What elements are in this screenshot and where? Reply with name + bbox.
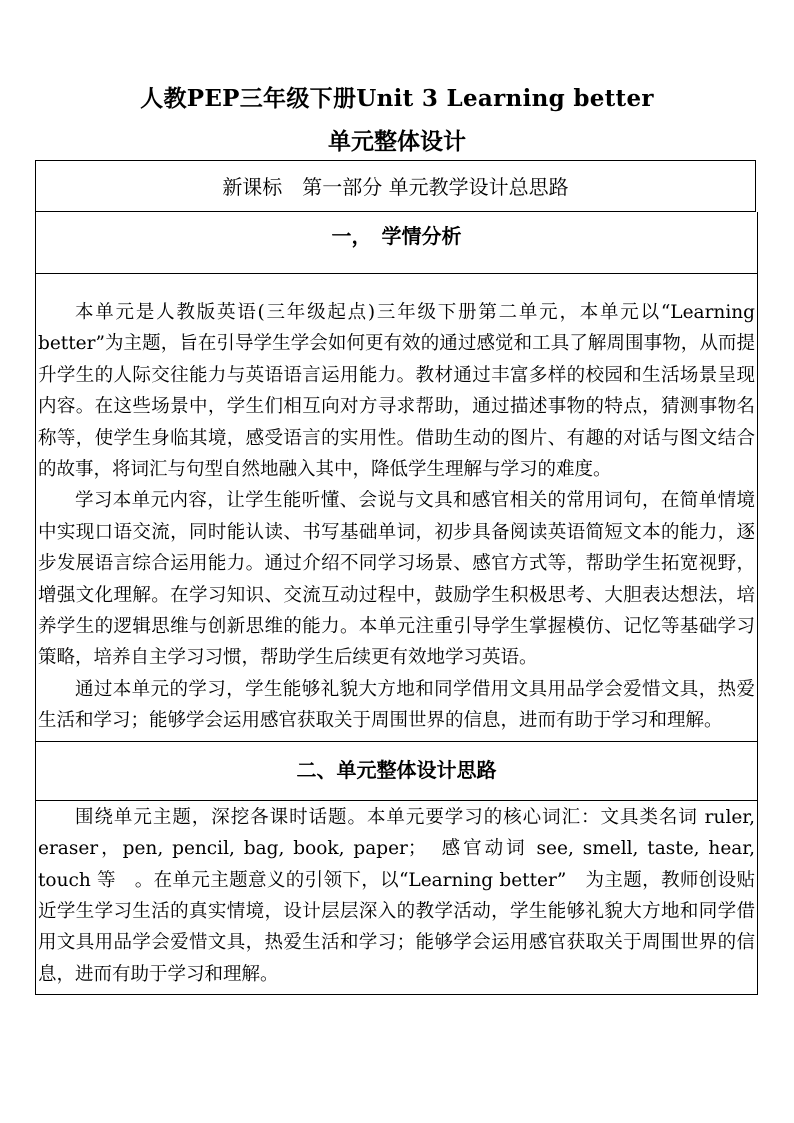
document-title: 人教PEP三年级下册Unit 3 Learning better <box>140 85 654 112</box>
paragraph: 围绕单元主题，深挖各课时话题。本单元要学习的核心词汇：文具类名词 ruler, eraser，pen, pencil, bag, book, paper； 感官动词 see, smell, taste, hear, touch 等 。在单元主题意义的引领下，以“Learning better” 为主题，教师创设贴近学生学习生活的真实情境，设计层层深入的教学活动，学生能够礼貌大方地和同学借用文具用品学会爱惜文具，热爱生活和学习；能够学会运用感官获取关于周围世界的信息，进而有助于学习和理解。 <box>38 806 755 985</box>
paragraph: 学习本单元内容，让学生能听懂、会说与文具和感官相关的常用词句，在简单情境中实现口语交流，同时能认读、书写基础单词，初步具备阅读英语简短文本的能力，逐步发展语言综合运用能力。通过介绍不同学习场景、感官方式等，帮助学生拓宽视野，增强文化理解。在学习知识、交流互动过程中，鼓励学生积极思考、大胆表达想法，培养学生的逻辑思维与创新思维的能力。本单元注重引导学生掌握模仿、记忆等基础学习策略，培养自主学习习惯，帮助学生后续更有效地学习英语。 <box>38 490 755 669</box>
part-header-box <box>35 160 756 212</box>
content-table <box>35 212 758 995</box>
section-body-analysis <box>36 274 757 741</box>
paragraph: 通过本单元的学习，学生能够礼貌大方地和同学借用文具用品学会爱惜文具，热爱生活和学习；能够学会运用感官获取关于周围世界的信息，进而有助于学习和理解。 <box>38 678 755 732</box>
document-subtitle: 单元整体设计 <box>328 128 466 155</box>
paragraph: 本单元是人教版英语(三年级起点)三年级下册第二单元，本单元以“Learning better”为主题，旨在引导学生学会如何更有效的通过感觉和工具了解周围事物，从而提升学生的人际交往能力与英语语言运用能力。教材通过丰富多样的校园和生活场景呈现内容。在这些场景中，学生们相互向对方寻求帮助，通过描述事物的特点，猜测事物名称等，使学生身临其境，感受语言的实用性。借助生动的图片、有趣的对话与图文结合的故事，将词汇与句型自然地融入其中，降低学生理解与学习的难度。 <box>38 302 755 481</box>
section-heading-analysis: 一， 学情分析 <box>36 212 757 274</box>
section-heading-design: 二、单元整体设计思路 <box>36 741 757 801</box>
section-body-design <box>36 801 757 995</box>
part-header: 新课标 第一部分 单元教学设计总思路 <box>222 175 569 199</box>
